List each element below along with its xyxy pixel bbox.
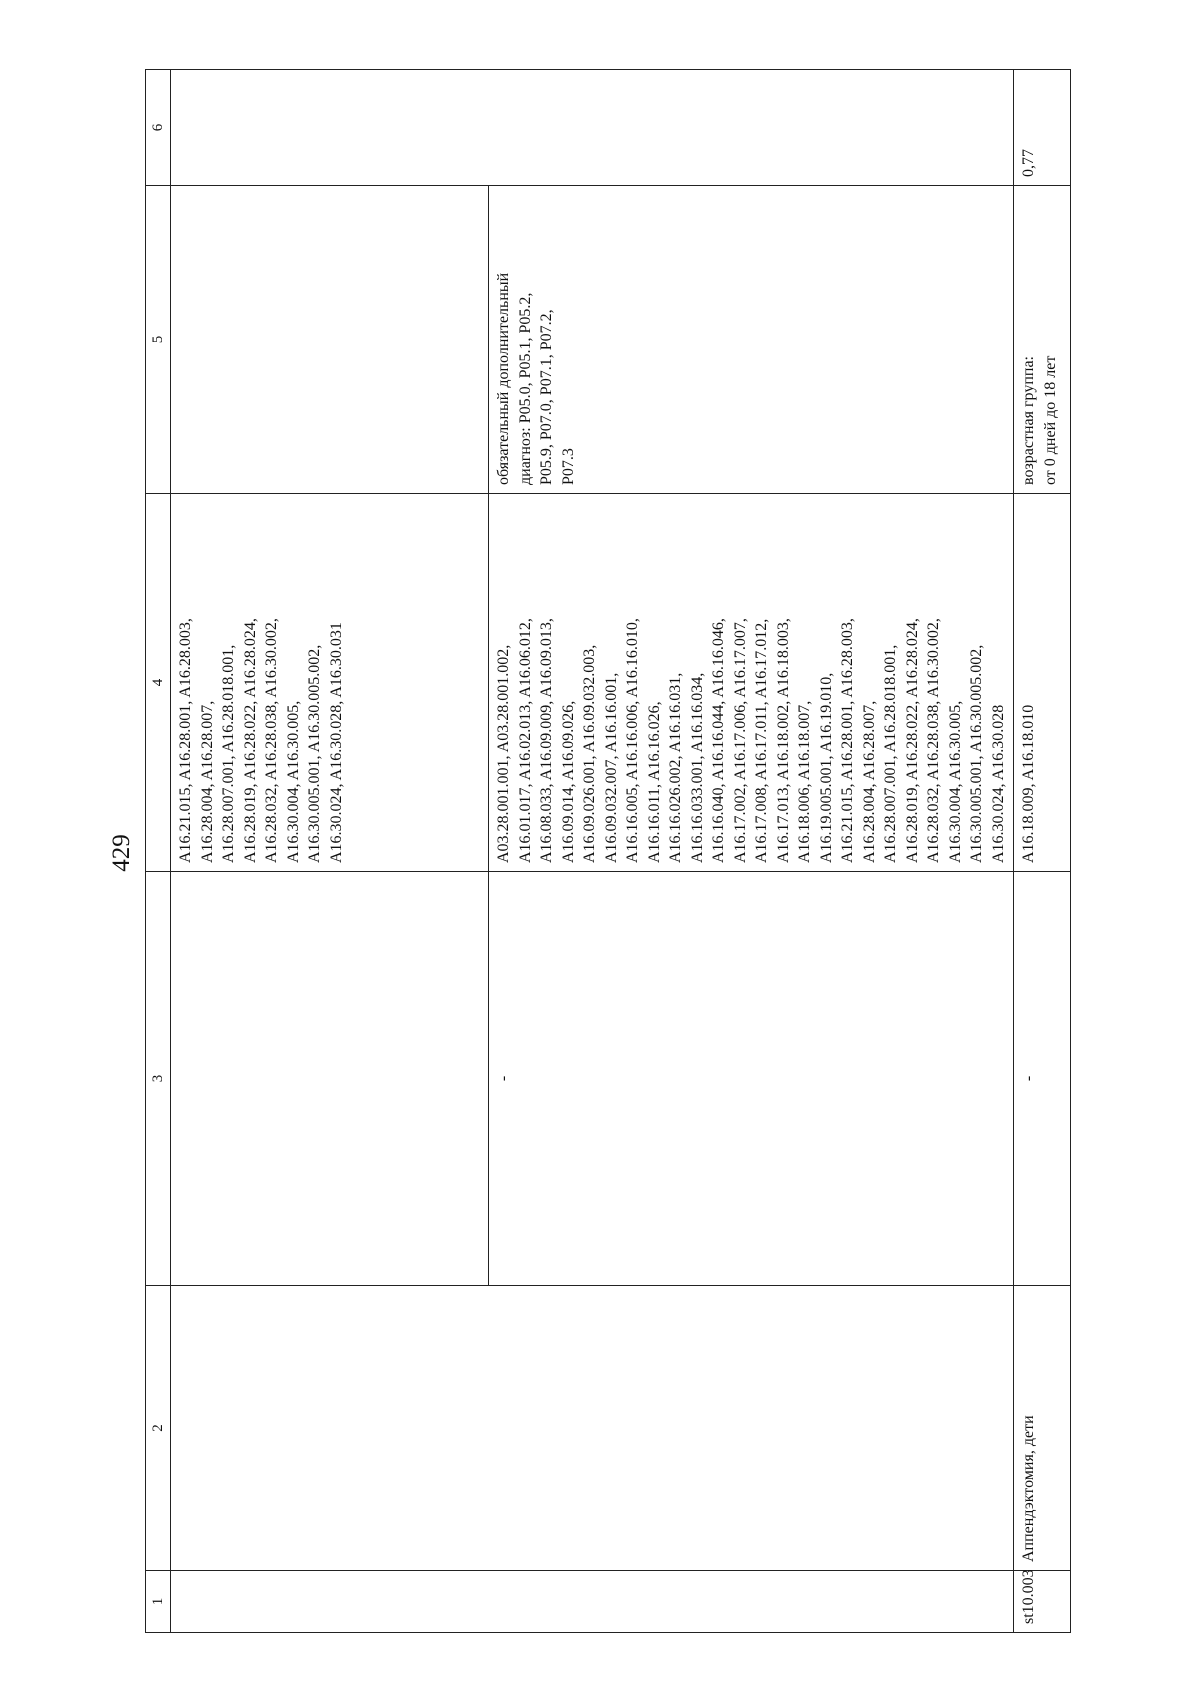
table-row [1014, 70, 1071, 1633]
code-cell [171, 1571, 489, 1633]
service-codes-cell: A16.21.015, A16.28.001, A16.28.003, A16.28.004, A16.28.007, A16.28.007.001, A16.28.018.001, A16.28.019, A16.28.022, A16.28.024, A16.28.032, A16.28.038, A16.30.002, A16.30.004, A16.30.005, A16.30.005.001, A16.30.005.002, A16.30.024, A16.30.028, A16.30.031 [171, 494, 489, 872]
diagnosis-cell: - [489, 872, 1014, 1286]
header-cell-6: 6 [146, 70, 171, 186]
header-row [146, 70, 171, 1633]
header-cell-1: 1 [146, 1571, 171, 1633]
header-cell-4: 4 [146, 494, 171, 872]
rotated-table-container [145, 70, 1059, 1633]
code-cell [489, 1571, 1014, 1633]
service-codes-cell: A03.28.001.001, A03.28.001.002, A16.01.017, A16.02.013, A16.06.012, A16.08.033, A16.09.009, A16.09.013, A16.09.014, A16.09.026, A16.09.026.001, A16.09.032.003, A16.09.032.007, A16.16.001, A16.16.005, A16.16.006, A16.16.010, A16.16.011, A16.16.026, A16.16.026.002, A16.16.031, A16.16.033.001, A16.16.034, A16.16.040, A16.16.044, A16.16.046, A16.17.002, A16.17.006, A16.17.007, A16.17.008, A16.17.011, A16.17.012, A16.17.013, A16.18.002, A16.18.003, A16.18.006, A16.18.007, A16.19.005.001, A16.19.010, A16.21.015, A16.28.001, A16.28.003, A16.28.004, A16.28.007, A16.28.007.001, A16.28.018.001, A16.28.019, A16.28.022, A16.28.024, A16.28.032, A16.28.038, A16.30.002, A16.30.004, A16.30.005, A16.30.005.001, A16.30.005.002, A16.30.024, A16.30.028 [489, 494, 1014, 872]
coefficient-cell [489, 70, 1014, 186]
header-cell-2: 2 [146, 1286, 171, 1571]
name-cell: Аппендэктомия, дети [1014, 1286, 1071, 1571]
code-cell: st10.003 [1014, 1571, 1071, 1633]
table-row [171, 70, 489, 1633]
criteria-cell [171, 186, 489, 494]
header-cell-3: 3 [146, 872, 171, 1286]
diagnosis-cell: - [1014, 872, 1071, 1286]
coefficient-cell [171, 70, 489, 186]
coefficient-cell: 0,77 [1014, 70, 1071, 186]
service-codes-cell: A16.18.009, A16.18.010 [1014, 494, 1071, 872]
page-number: 429 [108, 834, 135, 872]
header-cell-5: 5 [146, 186, 171, 494]
diagnosis-cell [171, 872, 489, 1286]
table-row [489, 70, 1014, 1633]
name-cell [489, 1286, 1014, 1571]
criteria-cell: возрастная группа: от 0 дней до 18 лет [1014, 186, 1071, 494]
name-cell [171, 1286, 489, 1571]
ksg-table [145, 69, 1071, 1633]
criteria-cell: обязательный дополнительный диагноз: P05.0, P05.1, P05.2, P05.9, P07.0, P07.1, P07.2, P07.3 [489, 186, 1014, 494]
